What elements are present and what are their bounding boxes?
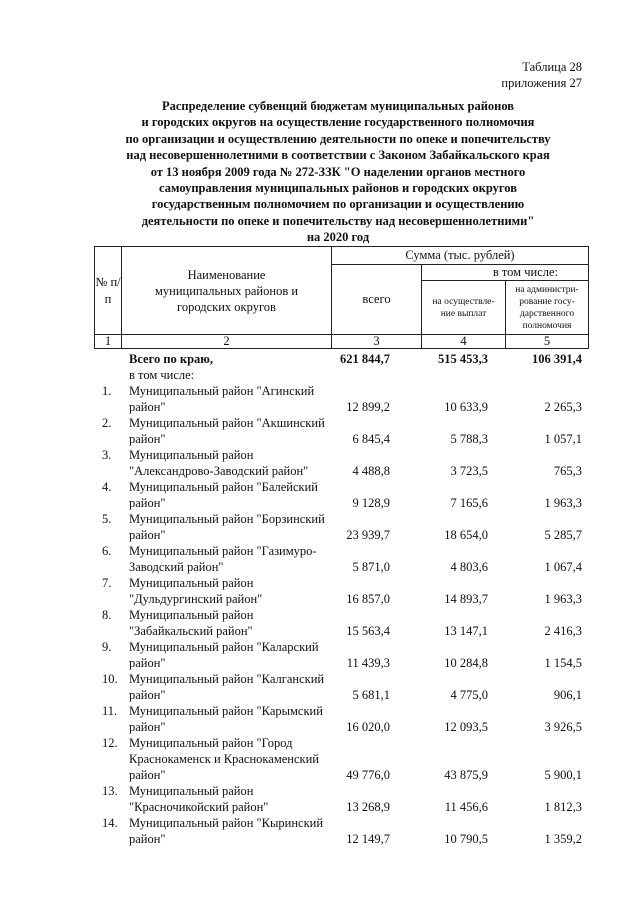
row-name: Муниципальный район "Балейский район" xyxy=(129,480,318,510)
table-number: Таблица 28 xyxy=(522,60,582,74)
table-row xyxy=(94,703,588,735)
including-label: в том числе: xyxy=(129,368,195,382)
row-number: 8. xyxy=(102,608,112,622)
table-row xyxy=(94,735,588,783)
row-payments: 4 775,0 xyxy=(450,688,488,702)
row-number: 3. xyxy=(102,448,112,462)
col-header-name: Наименование муниципальных районов и городских округов xyxy=(122,247,332,335)
row-number: 5. xyxy=(102,512,112,526)
total-admin: 106 391,4 xyxy=(532,352,582,366)
row-admin: 3 926,5 xyxy=(544,720,582,734)
row-name: Муниципальный район "Агинский район" xyxy=(129,384,315,414)
row-name: Муниципальный район "Газимуро-Заводский район" xyxy=(129,544,317,574)
row-total: 16 857,0 xyxy=(346,592,390,606)
row-total: 12 899,2 xyxy=(346,400,390,414)
table-row xyxy=(94,783,588,815)
col-header-number: № п/п xyxy=(95,247,122,335)
row-total: 4 488,8 xyxy=(352,464,390,478)
row-name: Муниципальный район "Акшинский район" xyxy=(129,416,325,446)
title-line: над несовершеннолетними в соответствии с Законом Забайкальского края xyxy=(126,148,550,163)
row-number: 9. xyxy=(102,640,112,654)
title-line: самоуправления муниципальных районов и городских округов xyxy=(159,181,517,196)
row-name: Муниципальный район "Карымский район" xyxy=(129,704,323,734)
row-number: 4. xyxy=(102,480,112,494)
total-payments: 515 453,3 xyxy=(438,352,488,366)
row-payments: 11 456,6 xyxy=(444,800,488,814)
table-header xyxy=(94,246,589,349)
col-header-including: в том числе: xyxy=(422,265,589,281)
table-row xyxy=(94,383,588,415)
row-payments: 13 147,1 xyxy=(444,624,488,638)
col-header-payments: на осуществле-ние выплат xyxy=(422,281,506,335)
title-line: на 2020 год xyxy=(306,230,370,245)
row-total: 49 776,0 xyxy=(346,768,390,782)
title-line: государственным полномочием по организации и осуществлению xyxy=(151,197,525,212)
row-total: 6 845,4 xyxy=(352,432,390,446)
row-total: 12 149,7 xyxy=(346,832,390,846)
row-admin: 1 057,1 xyxy=(544,432,582,446)
title-line: и городских округов на осуществление государственного полномочия xyxy=(141,115,535,130)
row-total: 13 268,9 xyxy=(346,800,390,814)
total-label: Всего по краю, xyxy=(129,352,213,366)
table-row xyxy=(94,415,588,447)
table-row xyxy=(94,671,588,703)
row-total: 5 871,0 xyxy=(352,560,390,574)
row-total: 9 128,9 xyxy=(352,496,390,510)
title-line: по организации и осуществлению деятельности по опеке и попечительству xyxy=(125,131,551,146)
table-row xyxy=(94,639,588,671)
row-payments: 5 788,3 xyxy=(450,432,488,446)
row-admin: 1 963,3 xyxy=(544,592,582,606)
row-payments: 10 633,9 xyxy=(444,400,488,414)
col-number: 4 xyxy=(422,335,506,349)
including-row xyxy=(94,367,588,383)
table-row xyxy=(94,607,588,639)
col-header-sum: Сумма (тыс. рублей) xyxy=(332,247,589,265)
table-body xyxy=(94,351,588,847)
row-name: Муниципальный район "Красночикойский район" xyxy=(129,784,269,814)
table-row xyxy=(94,575,588,607)
row-number: 12. xyxy=(102,736,118,750)
row-admin: 5 285,7 xyxy=(544,528,582,542)
row-admin: 2 416,3 xyxy=(544,624,582,638)
table-row xyxy=(94,543,588,575)
row-admin: 5 900,1 xyxy=(544,768,582,782)
row-name: Муниципальный район "Забайкальский район" xyxy=(129,608,254,638)
row-name: Муниципальный район "Кыринский район" xyxy=(129,816,324,846)
row-payments: 10 284,8 xyxy=(444,656,488,670)
table-row xyxy=(94,511,588,543)
row-total: 15 563,4 xyxy=(346,624,390,638)
row-admin: 1 154,5 xyxy=(544,656,582,670)
col-number: 1 xyxy=(95,335,122,349)
title-line: Распределение субвенций бюджетам муниципальных районов xyxy=(161,99,515,113)
row-admin: 1 963,3 xyxy=(544,496,582,510)
row-number: 14. xyxy=(102,816,118,830)
row-name: Муниципальный район "Каларский район" xyxy=(129,640,319,670)
row-total: 5 681,1 xyxy=(352,688,390,702)
col-number: 2 xyxy=(122,335,332,349)
row-number: 13. xyxy=(102,784,118,798)
row-payments: 3 723,5 xyxy=(450,464,488,478)
row-number: 6. xyxy=(102,544,112,558)
row-payments: 12 093,5 xyxy=(444,720,488,734)
row-name: Муниципальный район "Дульдургинский район" xyxy=(129,576,263,606)
row-number: 1. xyxy=(102,384,112,398)
row-payments: 43 875,9 xyxy=(444,768,488,782)
title-line: от 13 ноября 2009 года № 272-ЗЗК "О наделении органов местного xyxy=(150,164,526,179)
table-row xyxy=(94,447,588,479)
row-total: 11 439,3 xyxy=(346,656,390,670)
row-total: 23 939,7 xyxy=(346,528,390,542)
row-name: Муниципальный район "Калганский район" xyxy=(129,672,325,702)
title-line: деятельности по опеке и попечительству над несовершеннолетними" xyxy=(141,213,535,228)
row-payments: 10 790,5 xyxy=(444,832,488,846)
col-header-admin: на администри-рование госу-дарственного полномочия xyxy=(506,281,589,335)
total-row xyxy=(94,351,588,367)
row-number: 10. xyxy=(102,672,118,686)
col-number: 5 xyxy=(506,335,589,349)
row-number: 2. xyxy=(102,416,112,430)
row-number: 11. xyxy=(102,704,118,718)
col-header-total: всего xyxy=(332,265,422,335)
row-payments: 7 165,6 xyxy=(450,496,488,510)
row-payments: 4 803,6 xyxy=(450,560,488,574)
row-admin: 906,1 xyxy=(553,688,582,702)
row-admin: 1 067,4 xyxy=(544,560,582,574)
document-title xyxy=(88,98,588,246)
row-admin: 765,3 xyxy=(553,464,582,478)
row-total: 16 020,0 xyxy=(346,720,390,734)
row-payments: 18 654,0 xyxy=(444,528,488,542)
row-admin: 1 812,3 xyxy=(544,800,582,814)
appendix-number: приложения 27 xyxy=(501,76,582,90)
table-row xyxy=(94,479,588,511)
table-row xyxy=(94,815,588,847)
row-name: Муниципальный район "Борзинский район" xyxy=(129,512,325,542)
row-number: 7. xyxy=(102,576,112,590)
row-name: Муниципальный район "Город Краснокаменск и Краснокаменский район" xyxy=(129,736,319,782)
row-payments: 14 893,7 xyxy=(444,592,488,606)
total-value: 621 844,7 xyxy=(340,352,390,366)
row-name: Муниципальный район "Александрово-Заводский район" xyxy=(129,448,309,478)
row-admin: 1 359,2 xyxy=(544,832,582,846)
col-number: 3 xyxy=(332,335,422,349)
row-admin: 2 265,3 xyxy=(544,400,582,414)
